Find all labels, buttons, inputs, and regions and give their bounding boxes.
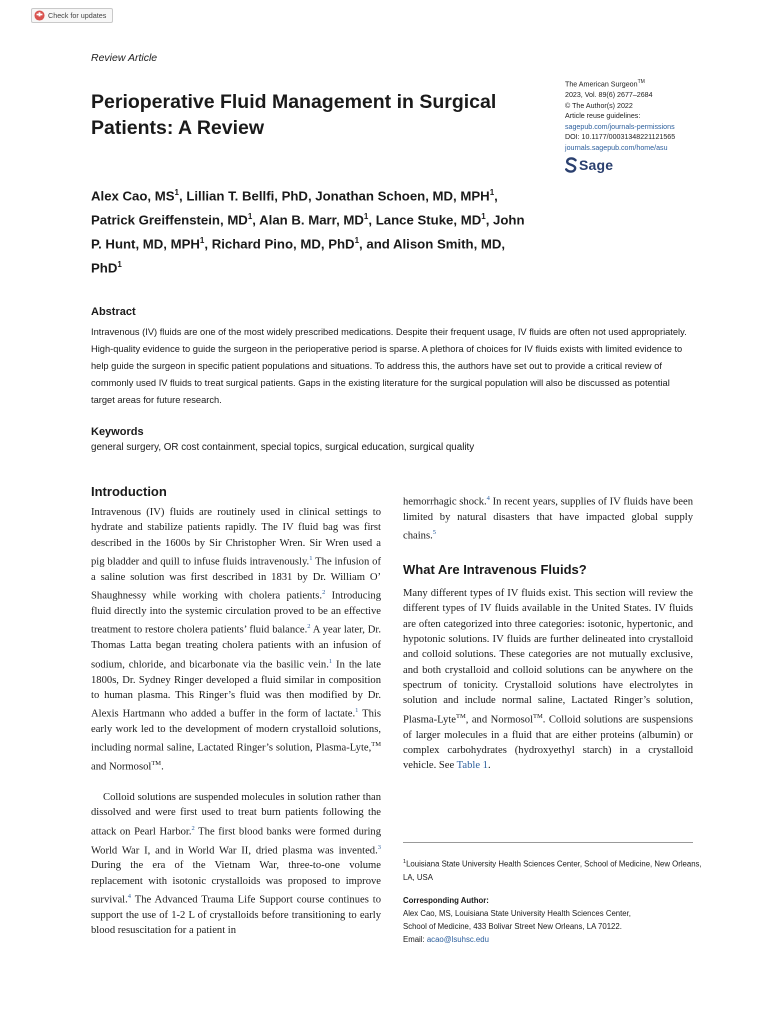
journal-home-link[interactable]: journals.sagepub.com/home/asu [565, 143, 668, 152]
trademark-mark: TM [455, 712, 466, 720]
journal-meta [565, 77, 675, 154]
iv-fluids-paragraph-1: Many different types of IV fluids exist. This section will review the different types of IV fluids available in the United States. IV fluids are often categorized into three categories: isotonic, hypertonic, and hypotonic solutions. IV fluids are further delineated into crystalloid and colloid solutions. These categories are not mutually exclusive, and both crystalloid and colloid solutions can be anywhere on the spectrum of tonicity. Crystalloid solutions have electrolytes in solution and include normal saline, Lactated Ringer’s solution, Plasma-Lyte™, and Normosol™. Colloid solutions are suspensions of larger molecules in a fluid that are either proteins (albumin) or complex carbohydrates (hydroxyethyl starch) in a crystalloid vehicle. See Table 1. [403, 588, 693, 772]
citation-ref[interactable]: 1 [309, 555, 313, 563]
author-name: Alan B. Marr, MD [259, 212, 364, 228]
article-title: Perioperative Fluid Management in Surgical Patients: A Review [91, 91, 497, 139]
email-label: Email: [403, 935, 427, 944]
affiliation-number: 1 [403, 859, 407, 865]
citation-ref[interactable]: 4 [127, 893, 132, 901]
citation-ref[interactable]: 1 [328, 657, 333, 665]
col2-continued-paragraph: hemorrhagic shock.$^4$ In recent years, supplies of IV fluids have been limited by natural disasters that have impacted global supply chains.$^5$ [403, 495, 694, 542]
author-affiliation-mark: 1 [489, 188, 495, 197]
author-affiliation-mark: 1 [481, 211, 486, 221]
trademark-mark: TM [371, 741, 381, 749]
citation-ref[interactable]: 5 [432, 529, 436, 537]
keywords-heading: Keywords [91, 426, 144, 438]
email-link[interactable]: acao@lsuhsc.edu [426, 935, 489, 944]
author-name: Alison Smith, MD, PhD [91, 236, 506, 276]
affiliation-text: Louisiana State University Health Sciences Center, School of Medicine, New Orleans, LA, USA [403, 859, 702, 882]
author-name: Richard Pino, MD, PhD [211, 236, 355, 252]
affiliation-footnote [403, 856, 703, 884]
doi: DOI: 10.1177/00031348221121565 [565, 133, 676, 142]
introduction-heading: Introduction [91, 484, 167, 499]
author-name: Patrick Greiffenstein, MD [91, 212, 248, 228]
intro-paragraph-1: Intravenous (IV) fluids are routinely used in clinical settings to hydrate and stabilize patients rapidly. The IV fluid bag was first described in the 1600s by Sir Christopher Wren. Sir Wren used a pig bladder and quill to infuse fluids intravenously.$^1$ The infusion of a saline solution was first described in 1831 by Dr. William O’ Shaughnessy while working with cholera patients.$^2$ Introducing fluid directly into the systemic circulation proved to be an effective treatment to restore cholera patients’ fluid balance.$^2$ A year later, Dr. Thomas Latta began treating cholera patients with an infusion of sodium, chloride, and bicarbonate via the basilic vein.$^1$ In the late 1800s, Dr. Sydney Ringer developed a fluid similar in composition to human plasma. This Ringer’s fluid was then modified by Dr. Alexis Hartmann who added a buffer in the form of lactate.$^1$ This early work led to the development of modern crystalloid solutions, including normal saline, Lactated Ringer’s solution, Plasma-Lyte,™ and Normosol™. [91, 507, 381, 773]
author-affiliation-mark: 1 [247, 211, 253, 221]
reuse-link[interactable]: sagepub.com/journals-permissions [565, 122, 675, 131]
iv-fluids-heading: What Are Intravenous Fluids? [403, 562, 587, 577]
citation-ref[interactable]: 1 [355, 707, 359, 715]
author-affiliation-mark: 1 [363, 211, 369, 221]
corresponding-author-label: Corresponding Author: [403, 896, 489, 905]
keywords-text: general surgery, OR cost containment, special topics, surgical education, surgical quality [91, 442, 475, 453]
corresponding-author [403, 894, 703, 946]
author-affiliation-mark: 1 [117, 259, 122, 269]
trademark-mark: TM [533, 712, 543, 720]
publisher-name: Sage [579, 157, 614, 173]
author-affiliation-mark: 1 [174, 188, 179, 197]
intro-paragraph-2: Colloid solutions are suspended molecules in solution rather than dissolved and were first used to treat burn patients following the attack on Pearl Harbor.$^2$ The first blood banks were formed during World War I, and in World War II, dried plasma was invented.$^3$ During the era of the Vietnam War, three-to-one volume replacement with isotonic crystalloids was proposed to improve survival.$^4$ The Advanced Trauma Life Support course continues to support the use of 1-2 L of crystalloids before transitioning to early blood resuscitation for a patient in [91, 792, 381, 937]
crossmark-icon [34, 10, 45, 21]
citation-ref[interactable]: 2 [307, 623, 311, 631]
journal-copyright: © The Author(s) 2022 [565, 101, 633, 110]
sage-logo[interactable] [565, 157, 613, 173]
author-name: Alex Cao, MS [91, 188, 175, 204]
corresponding-line-1: Alex Cao, MS, Louisiana State University Health Sciences Center, [403, 909, 631, 918]
journal-citation: 2023, Vol. 89(6) 2677–2684 [565, 90, 653, 99]
author-name: Lance Stuke, MD [375, 212, 482, 228]
journal-tm: TM [637, 79, 645, 85]
citation-ref[interactable]: 3 [377, 843, 381, 851]
author-name: Jonathan Schoen, MD, MPH [315, 188, 490, 204]
badge-label: Check for updates [48, 11, 107, 20]
abstract-text: Intravenous (IV) fluids are one of the most widely prescribed medications. Despite their frequent usage, IV fluids are often not used appropriately. High-quality evidence to guide the surgeon in the perioperative period is sparse. A plethora of choices for IV fluids exists with limited evidence to help guide the surgeon in specific patient populations and situations. To address this, the authors have set out to provide a critical review of commonly used IV fluids to treat surgical patients. Gaps in the existing literature for the surgical population will also be discussed as potential target areas for future research. [91, 327, 687, 405]
reuse-label: Article reuse guidelines: [565, 112, 641, 121]
author-affiliation-mark: 1 [199, 235, 205, 245]
citation-ref[interactable]: 2 [322, 589, 326, 597]
abstract-heading: Abstract [91, 306, 136, 318]
footnote-divider [403, 842, 693, 843]
sage-s-icon [565, 157, 577, 173]
journal-name: The American Surgeon [565, 80, 638, 89]
journal-name-line [565, 77, 675, 90]
citation-ref[interactable]: 2 [191, 824, 195, 832]
article-type: Review Article [91, 52, 158, 64]
check-for-updates-badge[interactable] [31, 8, 113, 23]
author-affiliation-mark: 1 [354, 235, 360, 245]
author-list: Alex Cao, $MS^1$, Lillian T. Bellfi, PhD, Jonathan Schoen, MD, MPH$^1$, Patrick Greiffenstein, $MD^1$, Alan B. Marr, $MD^1$, Lance Stuke, $MD^1$, John P. Hunt, MD, MPH$^1$, Richard Pino, MD, PhD$^1$, and Alison Smith, MD, PhD$^1$ [91, 188, 525, 276]
citation-ref[interactable]: 4 [486, 495, 490, 502]
author-name: John P. Hunt, MD, MPH [91, 212, 525, 252]
trademark-mark: TM [151, 760, 162, 768]
table-link[interactable]: Table 1 [456, 760, 488, 772]
author-name: Lillian T. Bellfi, PhD [186, 188, 308, 204]
corresponding-line-2: School of Medicine, 433 Bolivar Street New Orleans, LA 70122. [403, 922, 622, 931]
